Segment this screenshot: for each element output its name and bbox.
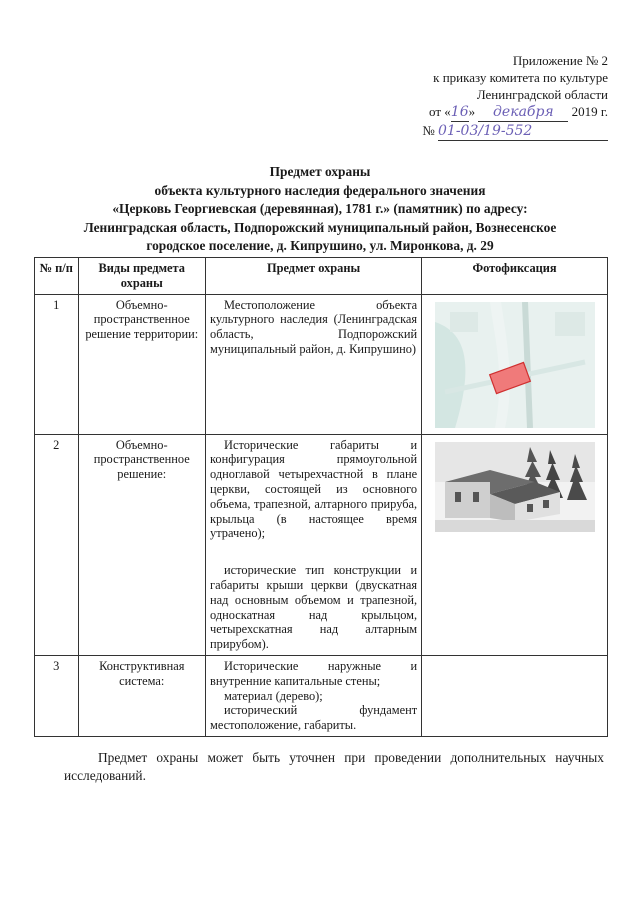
title-line-4: Ленинградская область, Подпорожский муниципальный район, Вознесенское [83,219,557,235]
document-title [40,163,600,256]
table-row [35,294,608,434]
row-subject [206,294,422,434]
table-row [35,655,608,736]
appendix-date [422,103,608,122]
subject-paragraph: Исторические габариты и конфигурация прямоугольной одноглавой четырехчастной в плане церкви, состоящей из основного объема, трапезной, алтарного прируба, крыльца (в настоящее время утрачено); [210,437,418,541]
protection-table [34,257,608,737]
title-line-5: городское поселение, д. Кипрушино, ул. Миронкова, д. 29 [146,238,494,253]
header-number: № п/п [35,258,79,295]
row-photo [422,294,608,434]
appendix-header [422,52,608,141]
title-line-3: «Церковь Георгиевская (деревянная), 1781 г.» (памятник) по адресу: [112,201,528,216]
church-photo [435,442,595,532]
date-month: декабря [478,104,568,122]
appendix-line-1: Приложение № 2 [512,53,608,68]
date-mid: » [468,104,476,119]
row-subject [206,655,422,736]
header-kind: Виды предмета охраны [78,258,205,295]
header-photo: Фотофиксация [422,258,608,295]
row-photo [422,434,608,655]
row-subject [206,434,422,655]
date-year: 2019 г. [571,104,608,119]
row-number: 3 [35,655,79,736]
row-number: 2 [35,434,79,655]
table-header-row [35,258,608,295]
row-kind: Конструктивная система: [78,655,205,736]
row-kind: Объемно-пространственное решение: [78,434,205,655]
row-kind: Объемно-пространственное решение территории: [78,294,205,434]
title-line-2: объекта культурного наследия федерального значения [154,182,486,198]
subject-paragraph: исторические тип конструкции и габариты крыши церкви (двускатная над основным объемом и трапезной, односкатная над крыльцом, четырехскатная над алтарным прирубом). [210,563,418,652]
appendix-number [422,122,608,141]
appendix-line-3: Ленинградской области [476,87,608,102]
row-number: 1 [35,294,79,434]
date-day: 16 [450,104,469,120]
header-subject: Предмет охраны [206,258,422,295]
subject-paragraph: Исторические наружные и внутренние капитальные стены; [210,658,418,688]
table-row [35,434,608,655]
site-map-image [435,302,595,428]
subject-paragraph: материал (дерево); [224,688,323,703]
number-prefix: № [422,123,435,138]
subject-paragraph: исторический фундамент местоположение, габариты. [210,703,418,733]
row-photo [422,655,608,736]
date-prefix: от « [429,104,451,119]
footer-note: Предмет охраны может быть уточнен при проведении дополнительных научных исследований. [64,750,604,783]
title-line-1: Предмет охраны [269,164,371,179]
number-value: 01-03/19-552 [438,123,608,141]
appendix-line-2: к приказу комитета по культуре [433,70,608,85]
subject-paragraph: Местоположение объекта культурного наследия (Ленинградская область, Подпорожский муниципальный район, д. Кипрушино) [210,297,418,356]
